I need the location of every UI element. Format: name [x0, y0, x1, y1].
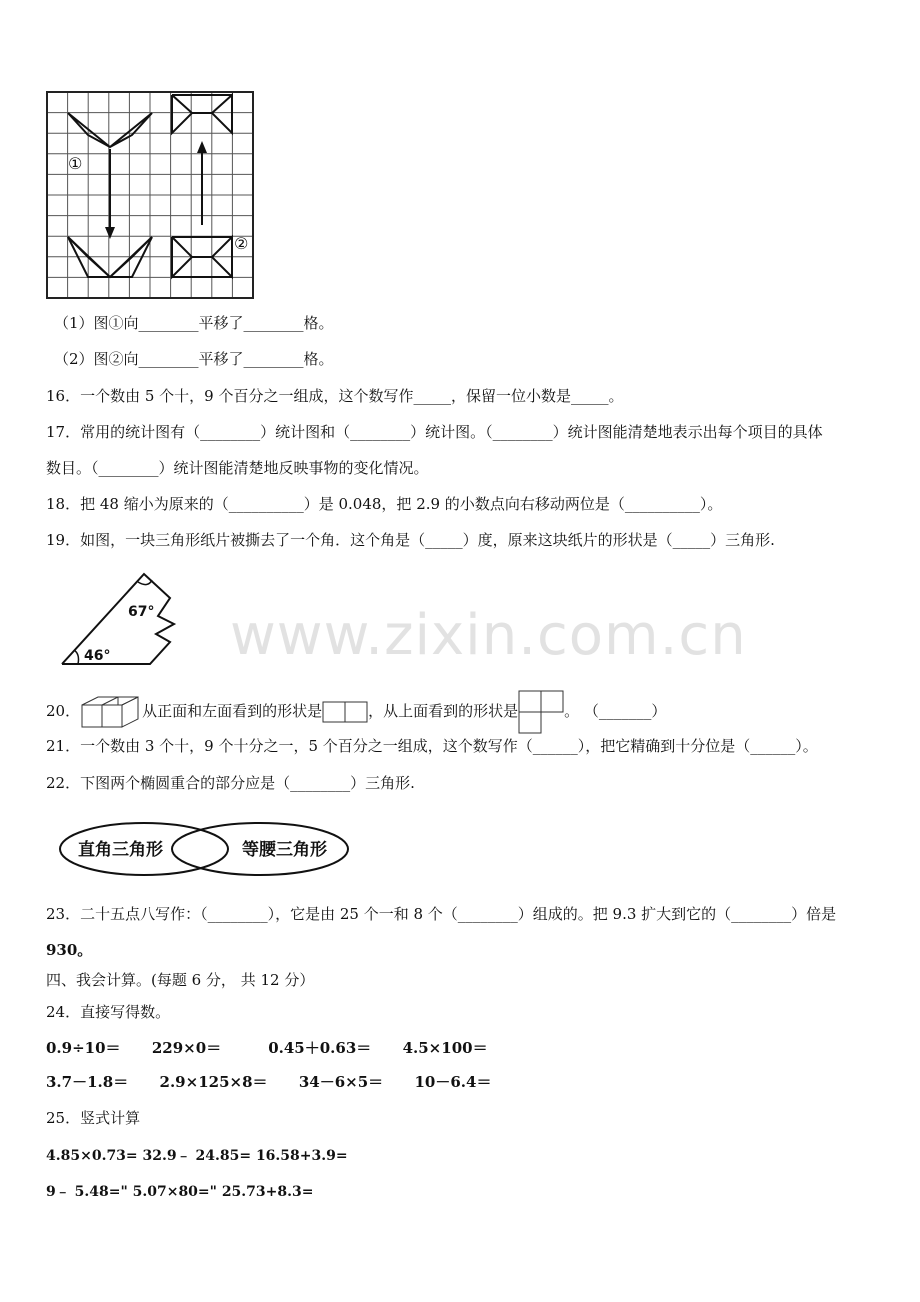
section-4-heading: 四、我会计算。(每题 6 分， 共 12 分） — [46, 971, 315, 989]
ellipse-left-label: 直角三角形 — [78, 840, 163, 860]
q24-row1: 0.9÷10＝ 229×0＝ 0.45＋0.63＝ 4.5×100＝ — [46, 1039, 488, 1057]
top-view-icon — [518, 690, 564, 734]
q25-row2: 9﹣ 5.48=" 5.07×80=" 25.73+8.3= — [46, 1184, 314, 1200]
q20-part3: 。 （_______） — [564, 702, 667, 720]
q24-title: 24．直接写得数。 — [46, 1003, 171, 1021]
q15-sub2: （2）图②向________平移了________格。 — [54, 350, 334, 368]
q19: 19．如图，一块三角形纸片被撕去了一个角．这个角是（_____）度，原来这块纸片的形状是（_____）三角形. — [46, 531, 775, 549]
shape-2-moved — [172, 95, 232, 133]
arrow-up-head — [197, 141, 207, 153]
angle-67: 67° — [128, 604, 155, 620]
q17-line1: 17．常用的统计图有（________）统计图和（________）统计图。（________）统计图能清楚地表示出每个项目的具体 — [46, 423, 823, 441]
label-circled-1: ① — [68, 154, 83, 173]
arrow-down-head — [105, 227, 115, 239]
watermark: www.zixin.com.cn — [230, 603, 747, 668]
q24-row2: 3.7－1.8＝ 2.9×125×8＝ 34－6×5＝ 10－6.4＝ — [46, 1073, 492, 1091]
q21: 21．一个数由 3 个十，9 个十分之一，5 个百分之一组成，这个数写作（______），把它精确到十分位是（______）。 — [46, 737, 818, 755]
q23-line2: 930。 — [46, 941, 93, 959]
q23-line1: 23．二十五点八写作：（________），它是由 25 个一和 8 个（________）组成的。把 9.3 扩大到它的（________）倍是 — [46, 905, 837, 923]
translation-grid-figure — [46, 91, 256, 301]
q15-sub1: （1）图①向________平移了________格。 — [54, 314, 334, 332]
angle-arc-bottom — [74, 650, 79, 664]
q20-part1: 从正面和左面看到的形状是 — [142, 702, 323, 720]
front-view-icon — [322, 701, 368, 723]
cube-stack-icon — [80, 695, 142, 729]
q25-row1: 4.85×0.73= 32.9﹣ 24.85= 16.58+3.9= — [46, 1148, 348, 1164]
q18: 18．把 48 缩小为原来的（__________）是 0.048，把 2.9 的小数点向右移动两位是（__________）。 — [46, 495, 723, 513]
torn-triangle-figure — [58, 568, 188, 670]
q22: 22．下图两个椭圆重合的部分应是（________）三角形. — [46, 774, 415, 792]
angle-46: 46° — [84, 648, 111, 664]
q17-line2: 数目。（________）统计图能清楚地反映事物的变化情况。 — [46, 459, 429, 477]
q25-title: 25．竖式计算 — [46, 1109, 141, 1127]
q20 — [46, 690, 666, 734]
ellipse-right-label: 等腰三角形 — [242, 840, 327, 860]
overlapping-ellipses-figure — [58, 820, 354, 878]
q20-num: 20． — [46, 702, 81, 720]
triangle-outline — [62, 574, 174, 664]
label-circled-2: ② — [234, 234, 249, 253]
q20-part2: ，从上面看到的形状是 — [368, 702, 519, 720]
q16: 16．一个数由 5 个十，9 个百分之一组成，这个数写作_____，保留一位小数是_____。 — [46, 387, 624, 405]
shape-1 — [68, 113, 152, 147]
